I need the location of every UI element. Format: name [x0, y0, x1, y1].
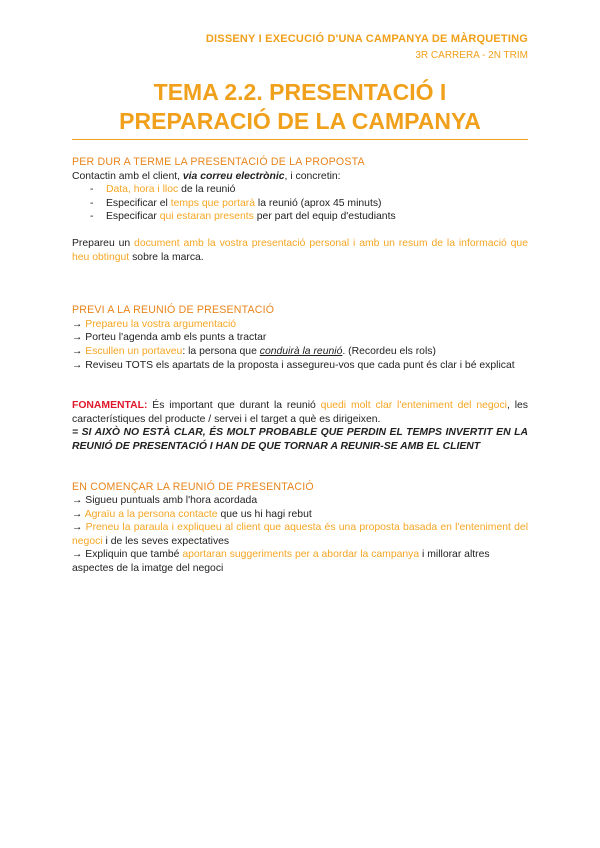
bullet-pre: Especificar: [106, 211, 160, 223]
arrow-line-text: Expliquin que també: [82, 549, 183, 561]
intro-text: Contactin amb el client,: [72, 170, 183, 182]
arrow-line: [72, 494, 528, 508]
intro-tail: , i concretin:: [284, 170, 341, 182]
list-item: [90, 183, 528, 197]
arrow-line: [72, 318, 528, 332]
section-heading-proposal: PER DUR A TERME LA PRESENTACIÓ DE LA PROPOSTA: [72, 156, 365, 168]
arrow-line-text: Porteu l'agenda amb els punts a tractar: [82, 332, 267, 344]
arrow-line-text: Prepareu la vostra argumentació: [85, 318, 237, 330]
arrow-line-text: i millorar altres aspectes de la imatge del negoci: [72, 549, 490, 575]
arrow-line-text: i de les seves expectatives: [102, 535, 230, 547]
suggestions-highlight: aportaran suggeriments per a abordar la campanya: [182, 549, 420, 561]
arrow-icon: →: [72, 332, 83, 344]
section-heading-before-meeting: PREVI A LA REUNIÓ DE PRESENTACIÓ: [72, 304, 275, 317]
fundamental-paragraph: [72, 399, 528, 426]
bullet-rest: la reunió (aprox 45 minuts): [255, 197, 382, 209]
arrow-line: [72, 521, 528, 548]
bullet-pre: Especificar el: [106, 197, 171, 209]
prepare-document-paragraph: [72, 237, 528, 264]
para-tail: sobre la marca.: [129, 251, 204, 263]
document-body: [72, 156, 528, 576]
fundamental-label: FONAMENTAL:: [72, 400, 148, 412]
arrow-line-text: . (Recordeu els rols): [342, 345, 436, 357]
bullet-rest: per part del equip d'estudiants: [253, 211, 396, 223]
intro-emphasis: via correu electrònic: [182, 170, 285, 182]
contact-bullet-list: [72, 183, 528, 224]
arrow-line: [72, 345, 528, 359]
title-line-2: PREPARACIÓ DE LA CAMPANYA: [119, 108, 481, 134]
arrow-line: [72, 331, 528, 345]
spokesperson-highlight: Escullen un portaveu: [85, 345, 183, 357]
arrow-icon: →: [72, 549, 83, 561]
bullet-highlight: Data, hora i lloc: [106, 184, 179, 196]
course-title: DISSENY I EXECUCIÓ D'UNA CAMPANYA DE MÀRQUETING: [205, 33, 528, 45]
fundamental-tail: , les característiques del producte / servei i el target a què es dirigeixen.: [72, 400, 528, 425]
para-pre: Prepareu un: [72, 237, 135, 249]
arrow-line-text: que us hi hagi rebut: [217, 508, 312, 520]
arrow-icon: →: [72, 359, 83, 371]
contact-intro: [72, 170, 528, 184]
arrow-line: [72, 359, 528, 373]
arrow-icon: →: [72, 495, 83, 507]
trimester-label: 3R CARRERA - 2N TRIM: [415, 50, 528, 61]
arrow-line-text: Sigueu puntuals amb l'hora acordada: [82, 495, 258, 507]
bullet-rest: de la reunió: [178, 184, 236, 196]
thanks-highlight: Agraïu a la persona contacte: [84, 508, 218, 520]
title-divider: [72, 139, 528, 140]
page-title: [72, 78, 528, 136]
list-item: [90, 210, 528, 224]
lead-meeting-emphasis: conduirà la reunió: [259, 345, 343, 357]
fundamental-text: És important que durant la reunió: [147, 400, 321, 412]
bullet-highlight: temps que portarà: [170, 197, 256, 209]
bullet-highlight: qui estaran presents: [159, 211, 254, 223]
arrow-icon: →: [72, 318, 83, 330]
fundamental-highlight: quedi molt clar l'enteniment del negoci: [320, 400, 507, 412]
para-highlight: document amb la vostra presentació personal i amb un resum de la informació que heu obtingut: [72, 237, 528, 263]
title-line-1: TEMA 2.2. PRESENTACIÓ I: [153, 79, 447, 105]
arrow-line-text: Reviseu TOTS els apartats de la proposta i assegureu-vos que cada punt és clar i bé explicat: [82, 359, 515, 371]
arrow-icon: →: [72, 522, 83, 534]
warning-statement: = SI AIXÒ NO ESTÀ CLAR, ÉS MOLT PROBABLE QUE PERDIN EL TEMPS INVERTIT EN LA REUNIÓ DE PRESENTACIÓ I HAN DE QUE TORNAR A REUNIR-SE AMB EL CLIENT: [72, 427, 528, 452]
arrow-line: [72, 508, 528, 522]
section-heading-start-meeting: EN COMENÇAR LA REUNIÓ DE PRESENTACIÓ: [72, 480, 314, 493]
arrow-line-text: : la persona que: [182, 345, 260, 357]
take-floor-highlight: Preneu la paraula i expliqueu al client que aquesta és una proposta basada en l'enteniment del negoci: [72, 522, 528, 547]
arrow-icon: →: [72, 345, 83, 357]
arrow-line: [72, 548, 528, 575]
list-item: [90, 197, 528, 211]
arrow-icon: →: [72, 508, 83, 520]
